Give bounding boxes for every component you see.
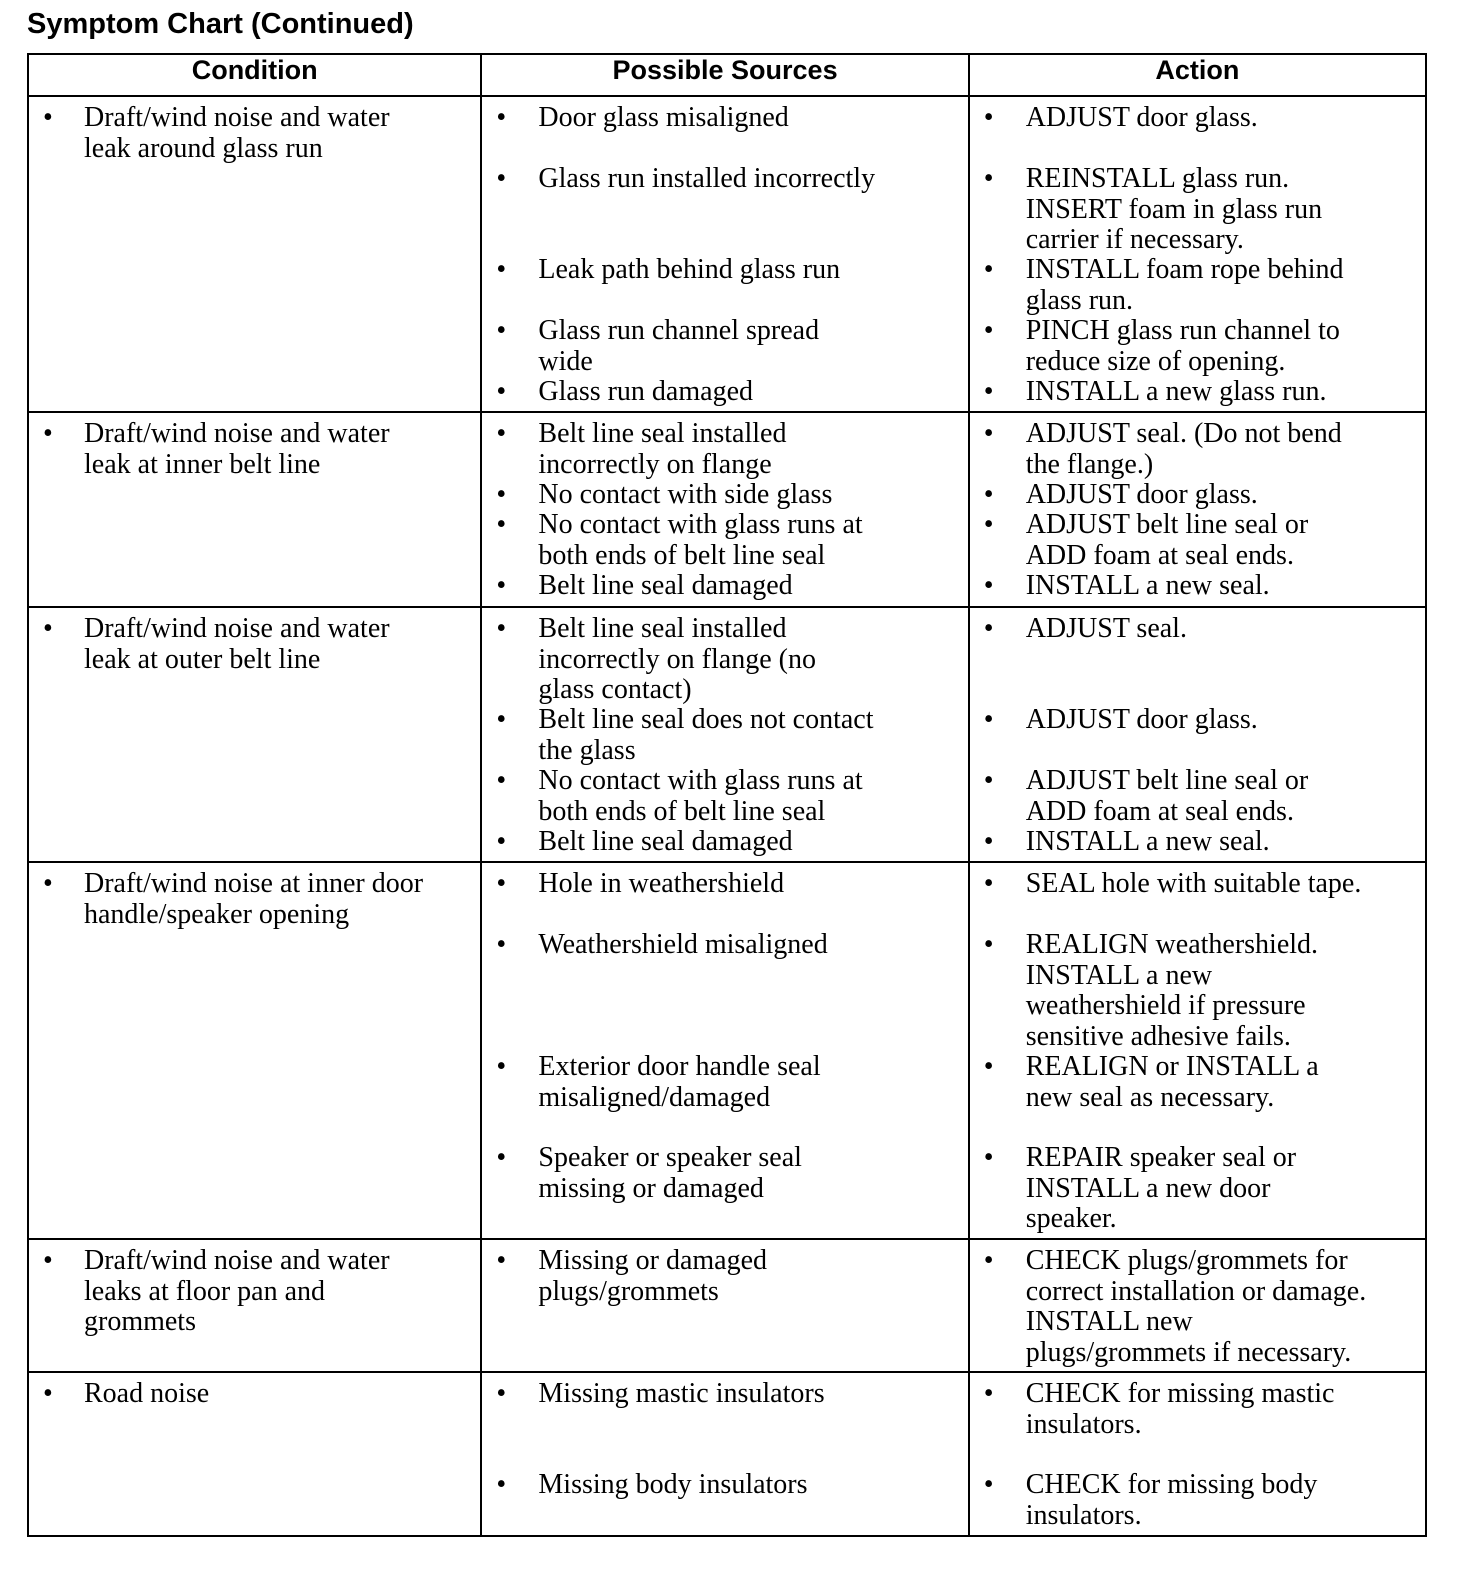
- table-row: [28, 1372, 1426, 1536]
- source: • Glass run damaged: [482, 377, 967, 408]
- action: • ADJUST seal.: [970, 614, 1425, 645]
- action: • INSTALL a new glass run.: [970, 377, 1425, 408]
- action: • REPAIR speaker seal or INSTALL a new door speaker.: [970, 1143, 1425, 1235]
- action: • INSTALL a new seal.: [970, 827, 1425, 858]
- action: • INSTALL a new seal.: [970, 571, 1425, 602]
- action: • ADJUST belt line seal or ADD foam at seal ends.: [970, 766, 1425, 827]
- action: • CHECK for missing body insulators.: [970, 1470, 1425, 1531]
- source: • Leak path behind glass run: [482, 255, 967, 286]
- action: • ADJUST seal. (Do not bend the flange.): [970, 419, 1425, 480]
- table-row: [28, 862, 1426, 1239]
- source: • Exterior door handle seal misaligned/damaged: [482, 1052, 967, 1113]
- action: • ADJUST door glass.: [970, 103, 1425, 134]
- source: • Glass run installed incorrectly: [482, 164, 967, 195]
- table-row: [28, 96, 1426, 412]
- condition: • Road noise: [29, 1379, 480, 1410]
- condition: • Draft/wind noise and water leak at outer belt line: [29, 614, 480, 675]
- action: • ADJUST belt line seal or ADD foam at seal ends.: [970, 510, 1425, 571]
- condition: • Draft/wind noise at inner door handle/speaker opening: [29, 869, 480, 930]
- action: • INSTALL foam rope behind glass run.: [970, 255, 1425, 316]
- action: • CHECK for missing mastic insulators.: [970, 1379, 1425, 1440]
- source: • Door glass misaligned: [482, 103, 967, 134]
- action: • CHECK plugs/grommets for correct installation or damage. INSTALL new plugs/grommets if necessary.: [970, 1246, 1425, 1368]
- source: • Belt line seal damaged: [482, 827, 967, 858]
- source: • Missing mastic insulators: [482, 1379, 967, 1410]
- header-possible-sources: Possible Sources: [481, 54, 968, 96]
- action: • REALIGN or INSTALL a new seal as necessary.: [970, 1052, 1425, 1113]
- header-row: [28, 54, 1426, 96]
- table-row: [28, 412, 1426, 607]
- table-row: [28, 607, 1426, 862]
- source: • Hole in weathershield: [482, 869, 967, 900]
- source: • Belt line seal installed incorrectly on flange (no glass contact): [482, 614, 967, 706]
- action: • PINCH glass run channel to reduce size of opening.: [970, 316, 1425, 377]
- source: • Weathershield misaligned: [482, 930, 967, 961]
- header-action: Action: [969, 54, 1426, 96]
- condition: • Draft/wind noise and water leak around glass run: [29, 103, 480, 164]
- action: • SEAL hole with suitable tape.: [970, 869, 1425, 900]
- source: • No contact with side glass: [482, 480, 967, 511]
- header-condition: Condition: [28, 54, 481, 96]
- action: • REALIGN weathershield. INSTALL a new weathershield if pressure sensitive adhesive fails.: [970, 930, 1425, 1052]
- source: • Belt line seal does not contact the glass: [482, 705, 967, 766]
- source: • Speaker or speaker seal missing or damaged: [482, 1143, 967, 1204]
- condition: • Draft/wind noise and water leak at inner belt line: [29, 419, 480, 480]
- action: • ADJUST door glass.: [970, 480, 1425, 511]
- condition: • Draft/wind noise and water leaks at floor pan and grommets: [29, 1246, 480, 1338]
- action: • REINSTALL glass run. INSERT foam in glass run carrier if necessary.: [970, 164, 1425, 256]
- source: • Belt line seal installed incorrectly on flange: [482, 419, 967, 480]
- source: • Missing body insulators: [482, 1470, 967, 1501]
- source: • No contact with glass runs at both ends of belt line seal: [482, 510, 967, 571]
- source: • Glass run channel spread wide: [482, 316, 967, 377]
- action: • ADJUST door glass.: [970, 705, 1425, 736]
- table-row: [28, 1239, 1426, 1372]
- source: • No contact with glass runs at both ends of belt line seal: [482, 766, 967, 827]
- source: • Missing or damaged plugs/grommets: [482, 1246, 967, 1307]
- page-title: Symptom Chart (Continued): [27, 8, 414, 40]
- symptom-chart-table: [27, 53, 1427, 1537]
- source: • Belt line seal damaged: [482, 571, 967, 602]
